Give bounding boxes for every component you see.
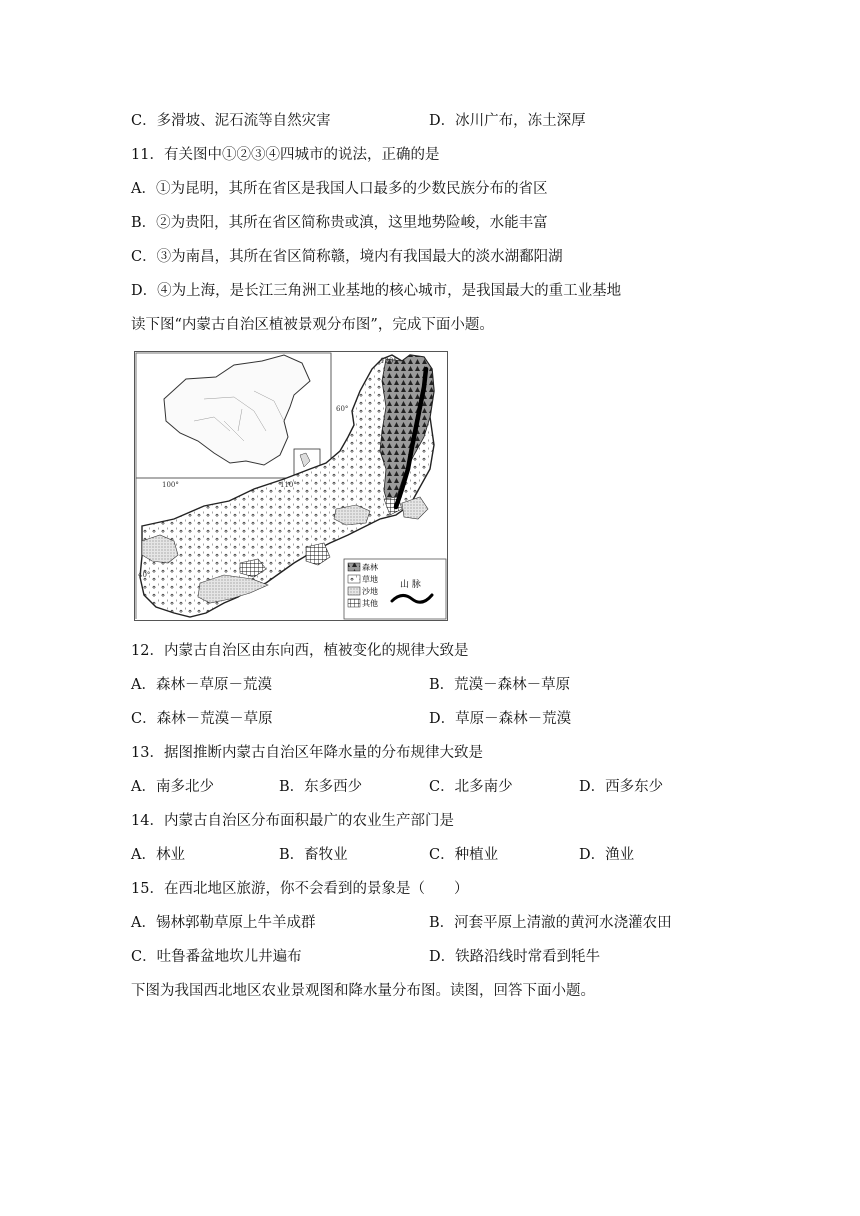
legend-grass: 草地 bbox=[362, 575, 378, 584]
q14-option-b: B．畜牧业 bbox=[279, 847, 348, 863]
map-intro: 读下图“内蒙古自治区植被景观分布图”，完成下面小题。 bbox=[131, 317, 494, 333]
china-inset-map bbox=[136, 353, 331, 478]
q15-stem: 15．在西北地区旅游，你不会看到的景象是（ ） bbox=[131, 881, 469, 897]
q12-option-b: B．荒漠－森林－草原 bbox=[429, 677, 571, 693]
inner-mongolia-vegetation-map bbox=[134, 351, 448, 621]
q12-option-c: C．森林－荒漠－草原 bbox=[131, 711, 273, 727]
q12-option-d: D．草原－森林－荒漠 bbox=[429, 711, 572, 727]
map-legend bbox=[344, 559, 446, 619]
q14-option-a: A．林业 bbox=[131, 847, 185, 863]
q12-stem: 12．内蒙古自治区由东向西，植被变化的规律大致是 bbox=[131, 643, 469, 659]
q12-option-a: A．森林－草原－荒漠 bbox=[131, 677, 272, 693]
lon-120-label: 120° bbox=[380, 357, 397, 365]
q13-option-d: D．西多东少 bbox=[579, 779, 664, 795]
q11-option-c: C．③为南昌，其所在省区简称赣，境内有我国最大的淡水湖鄱阳湖 bbox=[131, 249, 563, 265]
q13-option-a: A．南多北少 bbox=[131, 779, 214, 795]
q13-option-b: B．东多西少 bbox=[279, 779, 363, 795]
q14-option-c: C．种植业 bbox=[429, 847, 499, 863]
lat-40-label: 40° bbox=[138, 571, 151, 579]
legend-other: 其他 bbox=[362, 599, 378, 608]
q10-option-c: C．多滑坡、泥石流等自然灾害 bbox=[131, 113, 331, 129]
q15-option-c: C．吐鲁番盆地坎儿井遍布 bbox=[131, 949, 302, 965]
legend-mountain-label: 山 脉 bbox=[400, 580, 421, 590]
q10-option-d: D．冰川广布，冻土深厚 bbox=[429, 113, 586, 129]
lat-60-label: 60° bbox=[336, 405, 349, 413]
lon-100-label: 100° bbox=[162, 481, 179, 489]
q11-stem: 11．有关图中①②③④四城市的说法，正确的是 bbox=[131, 147, 440, 163]
legend-sand: 沙地 bbox=[362, 587, 378, 596]
q11-option-b: B．②为贵阳，其所在省区简称贵或滇，这里地势险峻，水能丰富 bbox=[131, 215, 548, 231]
q14-stem: 14．内蒙古自治区分布面积最广的农业生产部门是 bbox=[131, 813, 454, 829]
q13-option-c: C．北多南少 bbox=[429, 779, 513, 795]
lon-110-label: 110° bbox=[280, 481, 297, 489]
q15-option-d: D．铁路沿线时常看到牦牛 bbox=[429, 949, 601, 965]
legend-forest: 森林 bbox=[362, 563, 378, 572]
q14-option-d: D．渔业 bbox=[579, 847, 635, 863]
q11-option-a: A．①为昆明，其所在省区是我国人口最多的少数民族分布的省区 bbox=[131, 181, 548, 197]
q13-stem: 13．据图推断内蒙古自治区年降水量的分布规律大致是 bbox=[131, 745, 483, 761]
q15-option-a: A．锡林郭勒草原上牛羊成群 bbox=[131, 915, 316, 931]
q11-option-d: D．④为上海，是长江三角洲工业基地的核心城市，是我国最大的重工业基地 bbox=[131, 283, 622, 299]
q15-option-b: B．河套平原上清澈的黄河水浇灌农田 bbox=[429, 915, 672, 931]
next-figure-intro: 下图为我国西北地区农业景观图和降水量分布图。读图，回答下面小题。 bbox=[131, 983, 595, 999]
